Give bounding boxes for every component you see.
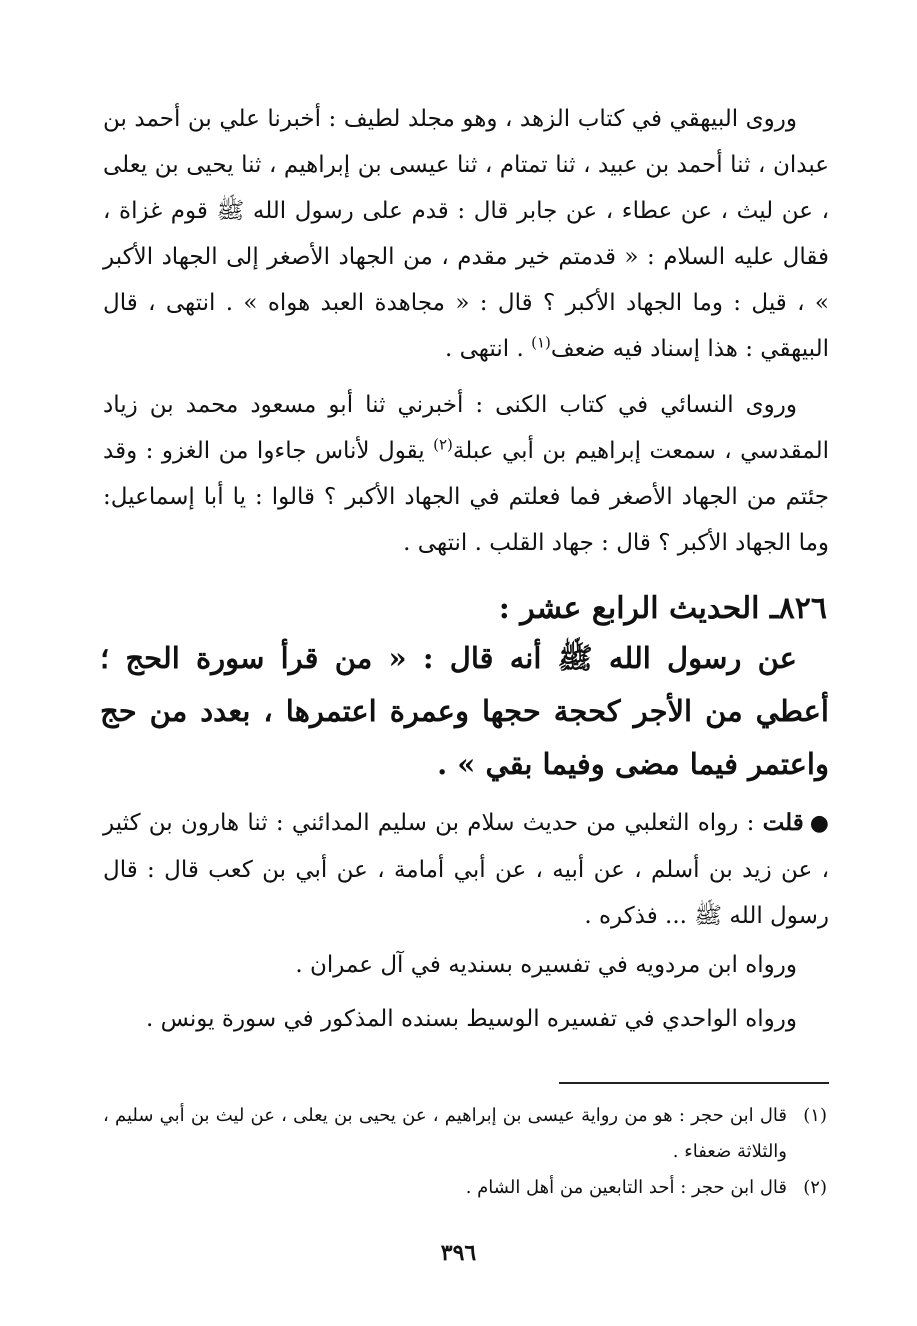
paragraph-bayhaqi xyxy=(103,96,829,372)
footnote-text: قال ابن حجر : هو من رواية عيسى بن إبراهيم ، عن يحيى بن يعلى ، عن ليث بن أبي سليم ، والثلاثة ضعفاء . xyxy=(103,1105,787,1162)
paragraph-bayhaqi-end: . انتهى . xyxy=(445,336,532,362)
footnote-text: قال ابن حجر : أحد التابعين من أهل الشام . xyxy=(465,1177,787,1198)
hadith-heading: ٨٢٦ـ الحديث الرابع عشر : xyxy=(498,591,827,626)
footnote-divider xyxy=(559,1082,829,1084)
page-number: ٣٩٦ xyxy=(440,1240,477,1266)
footnote-number: (٢) xyxy=(803,1177,827,1198)
footnote-2 xyxy=(103,1170,827,1206)
paragraph-bayhaqi-text: وروى البيهقي في كتاب الزهد ، وهو مجلد لطيف : أخبرنا علي بن أحمد بن عبدان ، ثنا أحمد بن عبيد ، ثنا تمتام ، ثنا عيسى بن إبراهيم ، ثنا يحيى بن يعلى ، عن ليث ، عن عطاء ، عن جابر قال : قدم على رسول الله ﷺ قوم غزاة ، فقال عليه السلام : « قدمتم خير مقدم ، من الجهاد الأصغر إلى الجهاد الأكبر » ، قيل : وما الجهاد الأكبر ؟ قال : « مجاهدة العبد هواه » . انتهى ، قال البيهقي : هذا إسناد فيه ضعف xyxy=(103,106,829,362)
paragraph-nasai xyxy=(103,382,829,566)
footnote-1 xyxy=(103,1098,827,1170)
commentary-text: : رواه الثعلبي من حديث سلام بن سليم المدائني : ثنا هارون بن كثير ، عن زيد بن أسلم ، عن أبيه ، عن أبي أمامة ، عن أبي بن كعب قال : قال رسول الله ﷺ ... فذكره . xyxy=(103,810,829,929)
bullet-icon: ● xyxy=(809,811,829,836)
paragraph-nasai-end: يقول لأناس جاءوا من الغزو : وقد جئتم من الجهاد الأصغر فما فعلتم في الجهاد الأكبر ؟ قالوا : يا أبا إسماعيل: وما الجهاد الأكبر ؟ قال : جهاد القلب . انتهى . xyxy=(103,438,829,556)
commentary-line-wahidi: ورواه الواحدي في تفسيره الوسيط بسنده المذكور في سورة يونس . xyxy=(145,1006,797,1032)
commentary-line-ibn-mardawayh: ورواه ابن مردويه في تفسيره بسنديه في آل عمران . xyxy=(295,952,797,978)
hadith-text: عن رسول الله ﷺ أنه قال : « من قرأ سورة الحج ؛ أعطي من الأجر كحجة حجها وعمرة اعتمرها ، بعدد من حج واعتمر فيما مضى وفيما بقي » . xyxy=(100,641,829,781)
paragraph-nasai-text: وروى النسائي في كتاب الكنى : أخبرني ثنا أبو مسعود محمد بن زياد المقدسي ، سمعت إبراهيم بن أبي عبلة xyxy=(103,392,829,464)
footnote-number: (١) xyxy=(803,1105,827,1126)
commentary-paragraph xyxy=(103,800,829,939)
footnotes xyxy=(103,1098,827,1206)
footnote-ref-2: (٢) xyxy=(433,435,453,454)
commentary-label: قلت xyxy=(762,809,804,836)
footnote-ref-1: (١) xyxy=(531,333,551,352)
